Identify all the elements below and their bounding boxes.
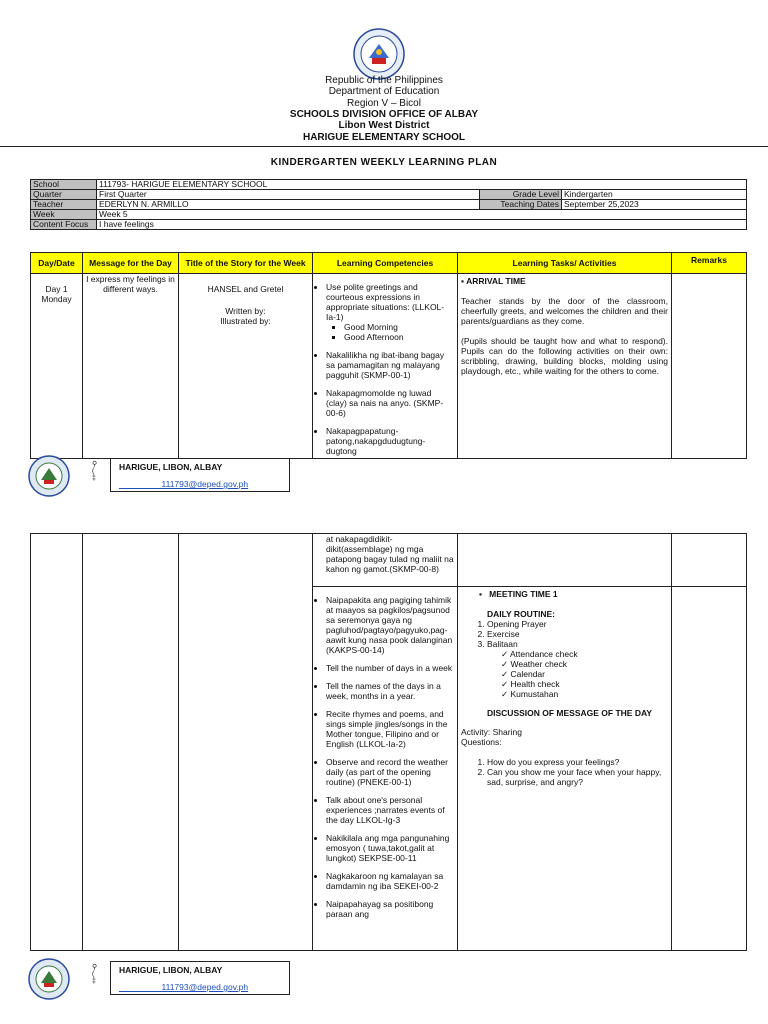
tasks-cell bbox=[458, 274, 672, 459]
col-story-title: Title of the Story for the Week bbox=[179, 253, 313, 274]
list-item: 2. Exercise bbox=[487, 629, 668, 639]
grade-level-value: Kindergarten bbox=[562, 190, 747, 200]
plan-header-row bbox=[31, 253, 747, 274]
list-item: ✓ Attendance check bbox=[501, 649, 668, 659]
day-cell bbox=[31, 274, 83, 459]
list-item: • Talk about one's personal experiences ;narrates events of the day LLKOL-Ig-3 bbox=[326, 795, 454, 825]
message-cell: I express my feelings in different ways. bbox=[83, 274, 179, 459]
footer-email-link[interactable] bbox=[119, 982, 248, 992]
week-value: Week 5 bbox=[97, 210, 747, 220]
list-item: • Tell the names of the days in a week, months in a year. bbox=[326, 681, 454, 701]
message-cell bbox=[83, 534, 179, 951]
list-item: • Observe and record the weather daily (as part of the opening routine) (PNEKE-00-1) bbox=[326, 757, 454, 787]
list-item: • Naipapakita ang pagiging tahimik at maayos sa pagkilos/pagsunod sa seremonya gaya ng pagluhod/pagtayo/pagyuko,pag-aawit kung nasa pook dalanginan (KAKPS-00-14) bbox=[326, 595, 454, 655]
routine-title: DAILY ROUTINE: bbox=[487, 609, 556, 619]
footer-contact-box bbox=[110, 961, 290, 995]
story-title: HANSEL and Gretel bbox=[207, 284, 284, 294]
content-focus-value: I have feelings bbox=[97, 220, 747, 230]
list-item: 1. Opening Prayer bbox=[487, 619, 668, 629]
grade-level-label: Grade Level bbox=[480, 190, 562, 200]
list-item: • Nakikilala ang mga pangunahing emosyon ( tuwa,takot,galit at lungkot) SEKPSE-00-11 bbox=[326, 833, 454, 863]
list-item: • Naipapahayag sa positibong paraan ang bbox=[326, 899, 454, 919]
story-cell bbox=[179, 274, 313, 459]
col-day-date: Day/Date bbox=[31, 253, 83, 274]
school-value: 111793- HARIGUE ELEMENTARY SCHOOL bbox=[97, 180, 747, 190]
footer-email-text: 111793@deped.gov.ph bbox=[161, 479, 249, 489]
header-department: Department of Education bbox=[328, 86, 440, 97]
document-title: KINDERGARTEN WEEKLY LEARNING PLAN bbox=[270, 157, 498, 168]
list-item: • Nagkakaroon ng kamalayan sa damdamin ng iba SEKEI-00-2 bbox=[326, 871, 454, 891]
competency-continued: at nakapagdidikit-dikit(assemblage) ng mga patapong bagay tulad ng maliit na kahon ng gamot.(SKMP-00-8) bbox=[313, 534, 458, 587]
weekly-plan-table-continued bbox=[30, 533, 747, 951]
arrival-paragraph-2: (Pupils should be taught how and what to respond). Pupils can do the following activities on their own: scribbling, drawing, building blocks, molding using playdough, etc., while waiting for the others to come. bbox=[461, 336, 668, 376]
header-republic: Republic of the Philippines bbox=[325, 75, 443, 86]
list-item: ✓ Kumustahan bbox=[501, 689, 668, 699]
col-remarks: Remarks bbox=[672, 253, 747, 274]
list-item: • Nakapagpapatung-patong,nakapgdudugtung-dugtong bbox=[326, 426, 454, 456]
table-row bbox=[31, 274, 747, 459]
questions-label: Questions: bbox=[461, 737, 502, 747]
weekly-plan-table bbox=[30, 252, 747, 459]
footer-contact-box bbox=[110, 458, 290, 492]
quarter-label: Quarter bbox=[31, 190, 97, 200]
discussion-title: DISCUSSION OF MESSAGE OF THE DAY bbox=[487, 708, 652, 718]
list-item: ✓ Calendar bbox=[501, 669, 668, 679]
day-number: Day 1 bbox=[45, 284, 68, 294]
header-divider bbox=[0, 146, 768, 147]
header-region: Region V – Bicol bbox=[347, 98, 421, 109]
tasks-cell bbox=[458, 587, 672, 951]
footer-address: HARIGUE, LIBON, ALBAY bbox=[119, 965, 223, 975]
col-message: Message for the Day bbox=[83, 253, 179, 274]
meeting-title: ▪ MEETING TIME 1 bbox=[479, 589, 558, 599]
quarter-value: First Quarter bbox=[97, 190, 480, 200]
list-item: 3. Balitaan bbox=[487, 639, 668, 649]
list-item: • Recite rhymes and poems, and sings simple jingles/songs in the Mother tongue, Filipino and or English (LLKOL-Ia-2) bbox=[326, 709, 454, 749]
list-item: ✓ Weather check bbox=[501, 659, 668, 669]
week-label: Week bbox=[31, 210, 97, 220]
school-logo-icon bbox=[28, 455, 70, 497]
activity-text: Activity: Sharing bbox=[461, 727, 522, 737]
list-item: ▪ Good Afternoon bbox=[344, 332, 454, 342]
day-name: Monday bbox=[41, 294, 72, 304]
competencies-cell bbox=[313, 587, 458, 951]
arrival-paragraph: Teacher stands by the door of the classroom, cheerfully greets, and welcomes the children and their parents/guardians as they come. bbox=[461, 296, 668, 326]
teaching-dates-value: September 25,2023 bbox=[562, 200, 747, 210]
footer-email-text: 111793@deped.gov.ph bbox=[161, 982, 249, 992]
deped-seal-icon bbox=[353, 28, 405, 80]
footer-email-link[interactable] bbox=[119, 479, 248, 489]
list-item: 2. Can you show me your face when your happy, sad, surprise, and angry? bbox=[487, 767, 668, 787]
teacher-value: EDERLYN N. ARMILLO bbox=[97, 200, 480, 210]
col-tasks: Learning Tasks/ Activities bbox=[458, 253, 672, 274]
competency-text: Use polite greetings and courteous expressions in appropriate situations: (LLKOL-Ia-1) bbox=[326, 282, 445, 322]
list-item: 1. How do you express your feelings? bbox=[487, 757, 668, 767]
list-item: ▪ Good Morning bbox=[344, 322, 454, 332]
content-focus-label: Content Focus bbox=[31, 220, 97, 230]
story-cell bbox=[179, 534, 313, 951]
info-table bbox=[30, 179, 747, 230]
arrival-title: ▪ ARRIVAL TIME bbox=[461, 276, 526, 286]
school-logo-icon bbox=[28, 958, 70, 1000]
header-school: HARIGUE ELEMENTARY SCHOOL bbox=[302, 132, 466, 143]
location-pin-icon: ⚲ ( ‡ bbox=[92, 461, 98, 482]
list-item: • Nakapagmomolde ng luwad (clay) sa nais na anyo. (SKMP-00-6) bbox=[326, 388, 454, 418]
header-division: SCHOOLS DIVISION OFFICE OF ALBAY bbox=[289, 109, 479, 120]
location-pin-icon: ⚲ ( ‡ bbox=[92, 964, 98, 985]
table-row bbox=[31, 534, 747, 587]
footer-address: HARIGUE, LIBON, ALBAY bbox=[119, 462, 223, 472]
written-by: Written by: bbox=[225, 306, 266, 316]
remarks-cell bbox=[672, 587, 747, 951]
col-competencies: Learning Competencies bbox=[313, 253, 458, 274]
arrival-title-text: ARRIVAL TIME bbox=[466, 276, 526, 286]
school-label: School bbox=[31, 180, 97, 190]
remarks-cell bbox=[672, 274, 747, 459]
tasks-cell bbox=[458, 534, 672, 587]
meeting-title-text: MEETING TIME 1 bbox=[489, 589, 558, 599]
teacher-label: Teacher bbox=[31, 200, 97, 210]
illustrated-by: Illustrated by: bbox=[220, 316, 271, 326]
day-cell bbox=[31, 534, 83, 951]
competencies-cell bbox=[313, 274, 458, 459]
list-item bbox=[326, 282, 454, 342]
remarks-cell bbox=[672, 534, 747, 587]
teaching-dates-label: Teaching Dates bbox=[480, 200, 562, 210]
header-district: Libon West District bbox=[338, 120, 430, 131]
list-item: • Nakalilikha ng ibat-ibang bagay sa pamamagitan ng malayang pagguhit (SKMP-00-1) bbox=[326, 350, 454, 380]
list-item: ✓ Health check bbox=[501, 679, 668, 689]
list-item: • Tell the number of days in a week bbox=[326, 663, 454, 673]
